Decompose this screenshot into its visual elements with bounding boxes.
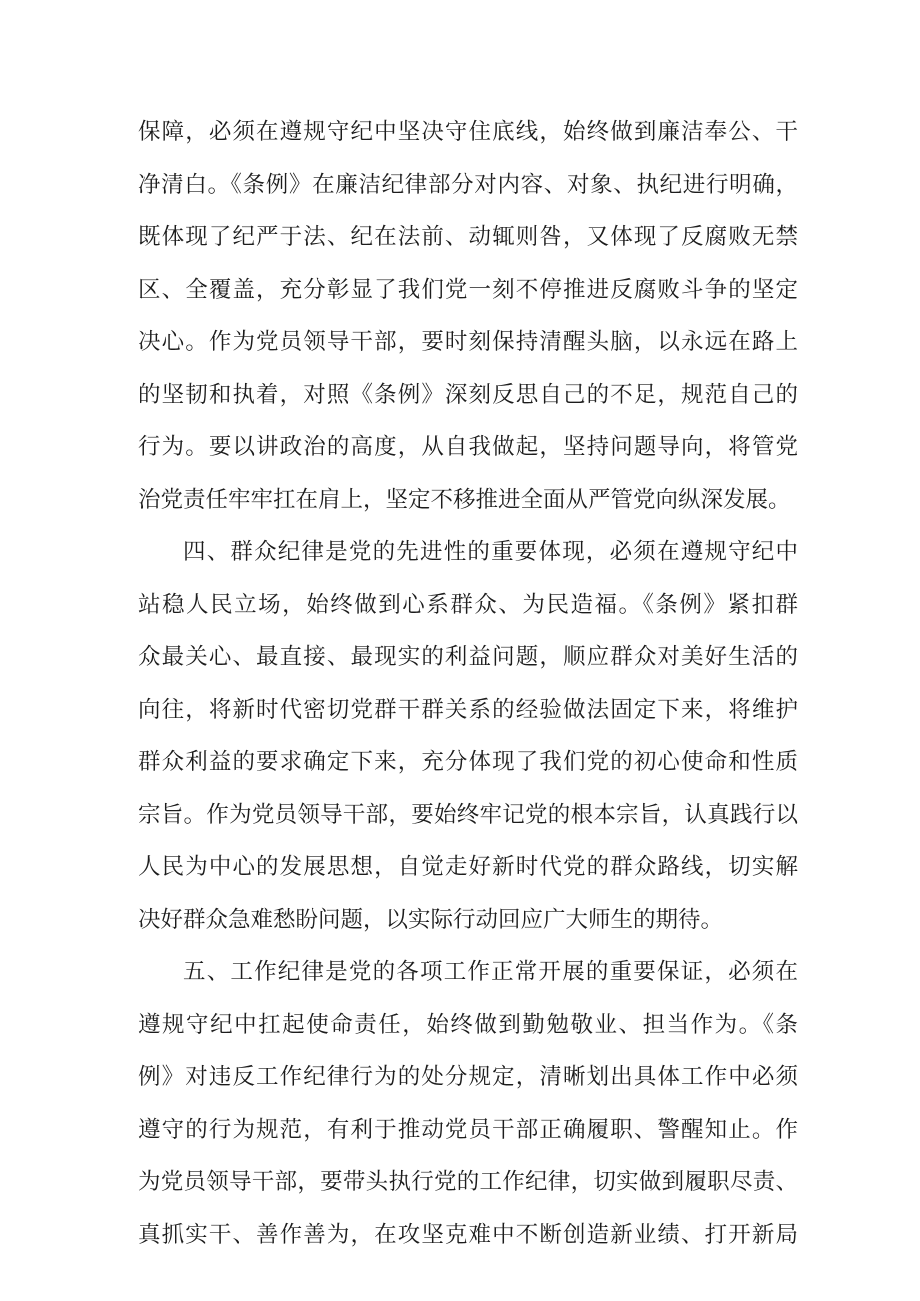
text-line: 决好群众急难愁盼问题，以实际行动回应广大师生的期待。 [138, 906, 724, 933]
text-line: 站稳人民立场，始终做到心系群众、为民造福。《条例》紧扣群 [138, 591, 798, 618]
text-line: 区、全覆盖，充分彰显了我们党一刻不停推进反腐败斗争的坚定 [138, 276, 798, 303]
text-line: 人民为中心的发展思想，自觉走好新时代党的群众路线，切实解 [138, 854, 798, 880]
text-line: 向往，将新时代密切党群干群关系的经验做法固定下来，将维护 [138, 696, 798, 723]
text-line: 为党员领导干部，要带头执行党的工作纪律，切实做到履职尽责、 [138, 1169, 798, 1195]
text-line: 遵规守纪中扛起使命责任，始终做到勤勉敬业、担当作为。《条 [138, 1011, 798, 1038]
section-four-heading-line: 四、群众纪律是党的先进性的重要体现，必须在遵规守纪中 [183, 539, 798, 565]
text-line: 治党责任牢牢扛在肩上，坚定不移推进全面从严管党向纵深发展。 [138, 486, 791, 513]
text-line: 保障，必须在遵规守纪中坚决守住底线，始终做到廉洁奉公、干 [138, 119, 798, 145]
text-line: 群众利益的要求确定下来，充分体现了我们党的初心使命和性质 [138, 749, 798, 775]
text-line: 决心。作为党员领导干部，要时刻保持清醒头脑，以永远在路上 [138, 329, 798, 355]
text-line: 众最关心、最直接、最现实的利益问题，顺应群众对美好生活的 [138, 644, 798, 670]
text-line: 真抓实干、善作善为，在攻坚克难中不断创造新业绩、打开新局 [138, 1221, 798, 1248]
text-line: 的坚韧和执着，对照《条例》深刻反思自己的不足，规范自己的 [138, 381, 798, 408]
text-line: 既体现了纪严于法、纪在法前、动辄则咎，又体现了反腐败无禁 [138, 224, 798, 250]
text-line: 例》对违反工作纪律行为的处分规定，清晰划出具体工作中必须 [138, 1064, 798, 1090]
body-text [138, 106, 798, 1261]
text-line: 遵守的行为规范，有利于推动党员干部正确履职、警醒知止。作 [138, 1116, 798, 1143]
text-line: 净清白。《条例》在廉洁纪律部分对内容、对象、执纪进行明确， [138, 171, 798, 198]
section-five-heading-line: 五、工作纪律是党的各项工作正常开展的重要保证，必须在 [183, 959, 798, 985]
text-line: 行为。要以讲政治的高度，从自我做起，坚持问题导向，将管党 [138, 434, 798, 460]
text-line: 宗旨。作为党员领导干部，要始终牢记党的根本宗旨，认真践行以 [138, 801, 798, 828]
